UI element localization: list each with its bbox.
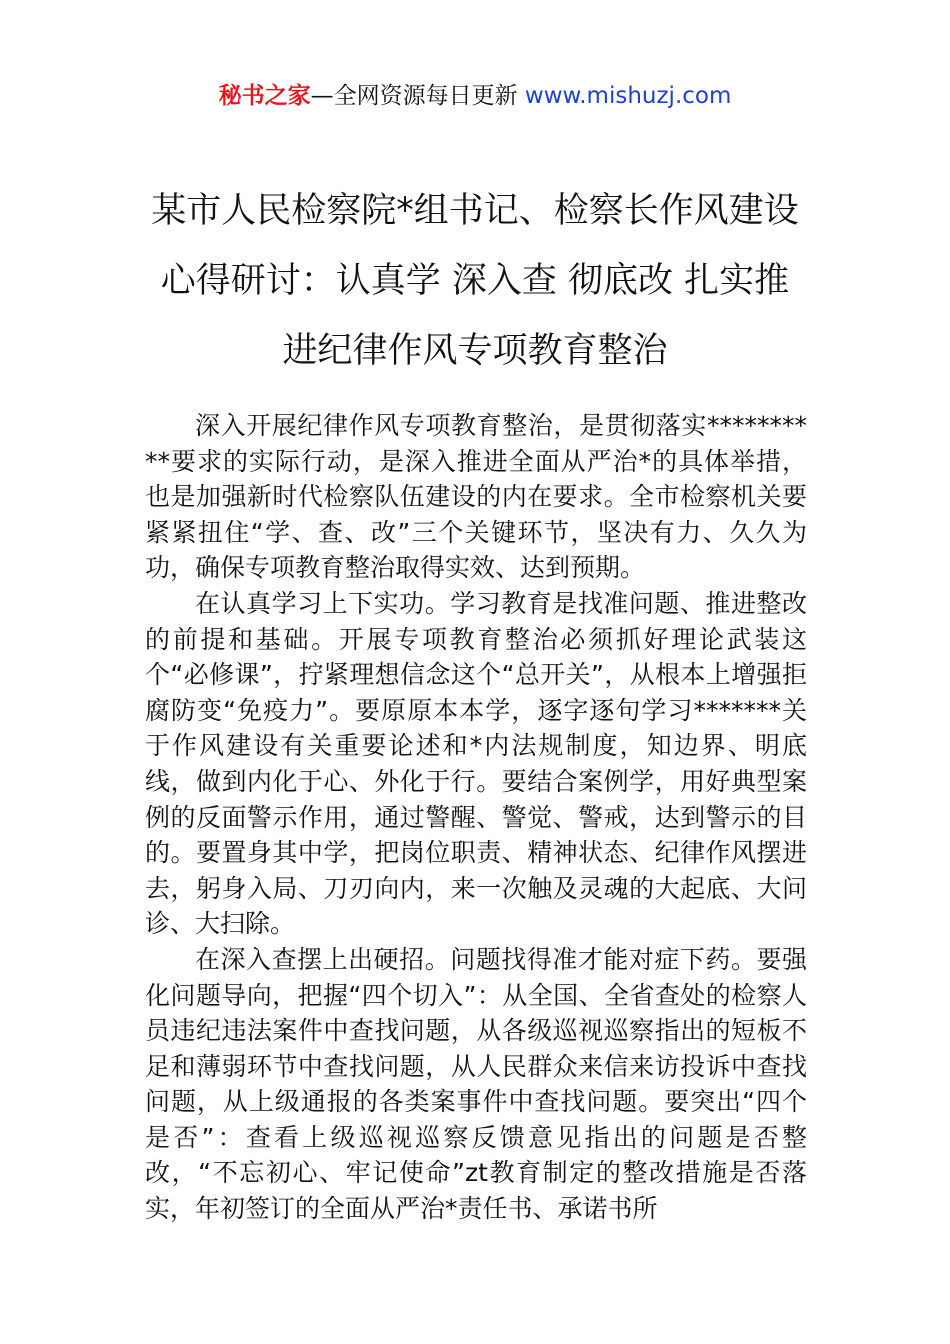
site-tagline: —全网资源每日更新	[310, 83, 525, 109]
site-url-link[interactable]: www.mishuzj.com	[524, 83, 732, 109]
body-paragraph-intro: 深入开展纪律作风专项教育整治，是贯彻落实**********要求的实际行动，是深入推进全面从严治*的具体举措，也是加强新时代检察队伍建设的内在要求。全市检察机关要紧紧扭住“学、查、改”三个关键环节，坚决有力、久久为功，确保专项教育整治取得实效、达到预期。	[145, 411, 807, 583]
title-line-1: 某市人民检察院*组书记、检察长作风建设	[151, 191, 799, 231]
site-header	[0, 80, 950, 112]
title-line-3: 进纪律作风专项教育整治	[282, 331, 668, 371]
body-paragraph-study: 在认真学习上下实功。学习教育是找准问题、推进整改的前提和基础。开展专项教育整治必须抓好理论武装这个“必修课”，拧紧理想信念这个“总开关”，从根本上增强拒腐防变“免疫力”。要原原本本学，逐字逐句学习*******关于作风建设有关重要论述和*内法规制度，知边界、明底线，做到内化于心、外化于行。要结合案例学，用好典型案例的反面警示作用，通过警醒、警觉、警戒，达到警示的目的。要置身其中学，把岗位职责、精神状态、纪律作风摆进去，躬身入局、刀刃向内，来一次触及灵魂的大起底、大问诊、大扫除。	[145, 588, 807, 939]
document-body	[145, 408, 807, 1227]
document-title	[100, 176, 850, 386]
site-brand: 秘书之家	[218, 83, 311, 109]
title-line-2: 心得研讨：认真学 深入查 彻底改 扎实推	[160, 261, 790, 301]
body-paragraph-inspect: 在深入查摆上出硬招。问题找得准才能对症下药。要强化问题导向，把握“四个切入”：从全国、全省查处的检察人员违纪违法案件中查找问题，从各级巡视巡察指出的短板不足和薄弱环节中查找问题，从人民群众来信来访投诉中查找问题，从上级通报的各类案事件中查找问题。要突出“四个是否”：查看上级巡视巡察反馈意见指出的问题是否整改，“不忘初心、牢记使命”zt教育制定的整改措施是否落实，年初签订的全面从严治*责任书、承诺书所	[145, 944, 807, 1224]
